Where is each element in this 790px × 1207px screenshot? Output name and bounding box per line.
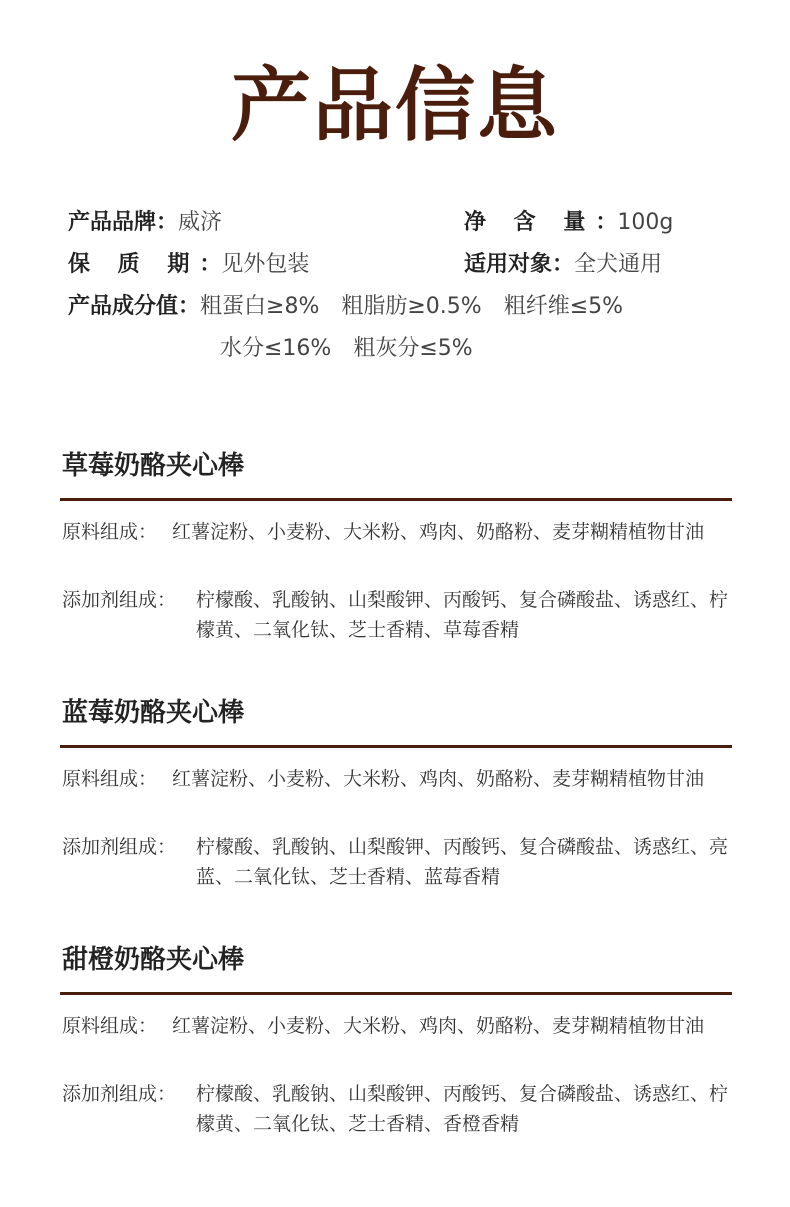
product-info-block [68, 205, 728, 373]
nutrition-fiber: 粗纤维≤5% [503, 294, 624, 319]
raw-ingredients-label: 原料组成： [62, 521, 158, 543]
product-section-orange [60, 942, 732, 1139]
additive-ingredients [60, 832, 732, 892]
additive-ingredients-text: 柠檬酸、乳酸钠、山梨酸钾、丙酸钙、复合磷酸盐、诱惑红、柠檬黄、二氧化钛、芝士香精、香橙香精 [196, 1083, 729, 1135]
raw-ingredients [60, 1011, 732, 1071]
product-section-strawberry [60, 448, 732, 645]
additive-ingredients-label: 添加剂组成： [62, 1083, 177, 1105]
product-name: 甜橙奶酪夹心棒 [62, 945, 245, 975]
raw-ingredients-label: 原料组成： [62, 768, 158, 790]
target-field [464, 247, 662, 283]
raw-ingredients [60, 764, 732, 824]
raw-ingredients [60, 517, 732, 577]
raw-ingredients-label: 原料组成： [62, 1015, 158, 1037]
shelf-life-label: 保 质 期 [68, 252, 200, 277]
section-divider [60, 745, 732, 748]
info-row-brand-net [68, 205, 728, 247]
section-divider [60, 498, 732, 501]
brand-value: 威济 [178, 210, 223, 235]
net-weight-label: 净 含 量 [464, 210, 596, 235]
nutrition-moisture: 水分≤16% [220, 336, 332, 361]
additive-ingredients [60, 1079, 732, 1139]
additive-ingredients-text: 柠檬酸、乳酸钠、山梨酸钾、丙酸钙、复合磷酸盐、诱惑红、柠檬黄、二氧化钛、芝士香精、草莓香精 [196, 589, 729, 641]
nutrition-row-2 [68, 331, 728, 373]
info-row-shelf-target [68, 247, 728, 289]
additive-ingredients [60, 585, 732, 645]
page-title: 产品信息 [231, 59, 559, 152]
section-divider [60, 992, 732, 995]
brand-field [68, 205, 222, 241]
net-weight-label-colon: ： [595, 210, 618, 235]
shelf-life-label-colon: ： [199, 252, 222, 277]
nutrition-row [68, 289, 728, 331]
nutrition-ash: 粗灰分≤5% [353, 336, 473, 361]
raw-ingredients-text: 红薯淀粉、小麦粉、大米粉、鸡肉、奶酪粉、麦芽糊精植物甘油 [172, 521, 705, 543]
nutrition-fat: 粗脂肪≥0.5% [341, 294, 482, 319]
raw-ingredients-text: 红薯淀粉、小麦粉、大米粉、鸡肉、奶酪粉、麦芽糊精植物甘油 [172, 1015, 705, 1037]
shelf-life-value: 见外包装 [221, 252, 310, 277]
product-section-blueberry [60, 695, 732, 892]
target-label: 适用对象： [464, 252, 575, 277]
target-value: 全犬通用 [574, 252, 663, 277]
shelf-life-field [68, 247, 309, 283]
product-name: 草莓奶酪夹心棒 [62, 451, 245, 481]
product-name: 蓝莓奶酪夹心棒 [62, 698, 245, 728]
additive-ingredients-label: 添加剂组成： [62, 836, 177, 858]
brand-label: 产品品牌： [68, 210, 179, 235]
net-weight-value: 100g [617, 210, 674, 235]
nutrition-protein: 粗蛋白≥8% [200, 294, 320, 319]
raw-ingredients-text: 红薯淀粉、小麦粉、大米粉、鸡肉、奶酪粉、麦芽糊精植物甘油 [172, 768, 705, 790]
nutrition-label: 产品成分值： [68, 294, 201, 319]
additive-ingredients-text: 柠檬酸、乳酸钠、山梨酸钾、丙酸钙、复合磷酸盐、诱惑红、亮蓝、二氧化钛、芝士香精、蓝莓香精 [196, 836, 729, 888]
additive-ingredients-label: 添加剂组成： [62, 589, 177, 611]
net-weight-field [464, 205, 673, 241]
